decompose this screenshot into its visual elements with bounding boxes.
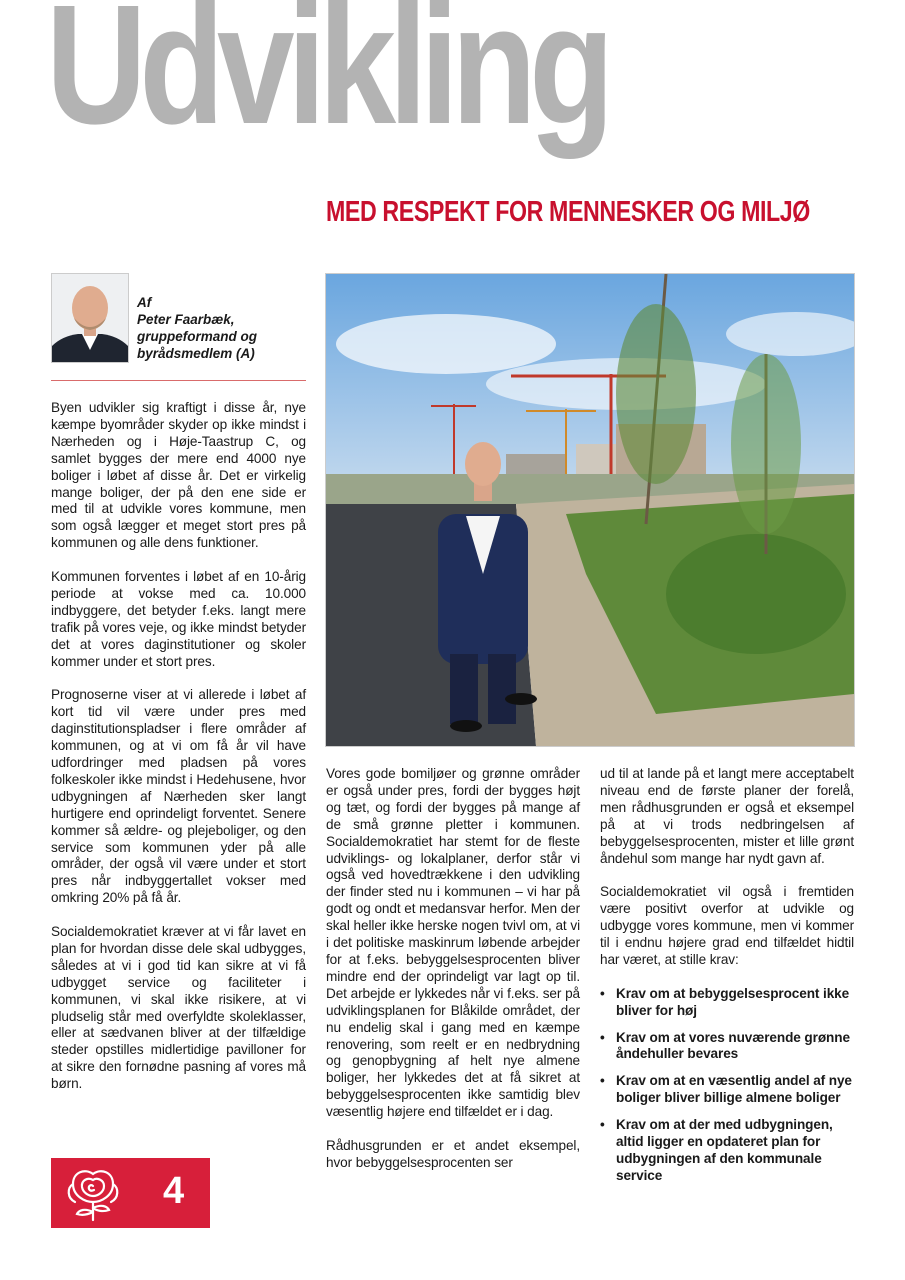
list-item: • Krav om at en væsentlig andel af nye boliger bliver billige almene boliger bbox=[600, 1073, 854, 1107]
page-subtitle: MED RESPEKT FOR MENNESKER OG MILJØ bbox=[326, 196, 810, 228]
list-item: • Krav om at bebyggelsesprocent ikke bliver for høj bbox=[600, 986, 854, 1020]
demands-list bbox=[600, 986, 854, 1185]
article-column-1 bbox=[51, 400, 306, 1110]
paragraph: Vores gode bomiljøer og grønne områder er også under pres, fordi der bygges højt og tæt, og fordi der bygges på mange af de små grønne pletter i kommunen. Socialdemokratiet har stemt for de fleste udviklings- og lokalplaner, derfor står vi også ved hovedtrækkene i den udvikling der finder sted nu i kommunen – vi har på godt og ondt et medansvar herfor. Men der skal heller ikke herske nogen tvivl om, at vi i det politiske maskinrum løbende arbejder for at f.eks. bebyggelsesprocenten bliver mindre end der oprindeligt var lagt op til. Det arbejde er lykkedes når vi f.eks. ser på udviklingsplanen for Blåkilde området, der nu endelig skal i gang med en kæmpe renovering, som reelt er en nedbrydning og genopbygning af helt nye almene boliger, her lykkedes det at få sikret at bebyggelsesprocenten ikke samtidig blev væsentlig højere end tilfældet er i dag. bbox=[326, 766, 580, 1120]
article-photo bbox=[325, 273, 855, 747]
paragraph: ud til at lande på et langt mere acceptabelt niveau end de første planer der forelå, men rådhusgrunden er også et eksempel på at vi trods nedbringelsen af bebyggelsesprocenten, mister et lille grønt åndehul som mange har nydt gavn af. bbox=[600, 766, 854, 866]
page-number-badge bbox=[51, 1158, 210, 1228]
paragraph: Rådhusgrunden er et andet eksempel, hvor bebyggelsesprocenten ser bbox=[326, 1137, 580, 1170]
page-title: Udvikling bbox=[46, 0, 607, 160]
article-column-3 bbox=[600, 766, 854, 1195]
paragraph: Socialdemokratiet vil også i fremtiden være positivt overfor at udvikle og udbygge vores kommune, men vi kommer til i endnu højere grad end tilfældet hidtil har været, at stille krav: bbox=[600, 884, 854, 967]
list-item: • Krav om at der med udbygningen, altid ligger en opdateret plan for udbygningen af den kommunale service bbox=[600, 1117, 854, 1185]
rose-icon bbox=[61, 1162, 125, 1229]
author-role-1: gruppeformand og bbox=[137, 329, 257, 344]
paragraph: Socialdemokratiet kræver at vi får lavet en plan for hvordan disse dele skal udbygges, således at vi i god tid kan sikre at vi få udbygget service og faciliteter i kommunen, vi skal ikke risikere, at vi pludselig står med overfyldte skoleklasser, eller at sædvanen bliver at der tilfældige steder opstilles midlertidige pavilloner for at sikre den fornødne pasning af vores må børn. bbox=[51, 924, 306, 1092]
byline-prefix: Af bbox=[137, 295, 152, 310]
author-name: Peter Faarbæk, bbox=[137, 312, 235, 327]
author-role-2: byrådsmedlem (A) bbox=[137, 346, 255, 361]
paragraph: Kommunen forventes i løbet af en 10-årig periode at vokse med ca. 10.000 indbyggere, det betyder f.eks. langt mere trafik på vores veje, og ikke mindst betyder det at vores daginstitutioner og skoler kommer under et stort pres. bbox=[51, 569, 306, 669]
byline-divider bbox=[51, 380, 306, 381]
author-byline bbox=[137, 294, 312, 362]
author-portrait bbox=[51, 273, 129, 363]
page-number: 4 bbox=[163, 1170, 185, 1212]
paragraph: Prognoserne viser at vi allerede i løbet af kort tid vil være under pres med daginstitutionspladser i flere områder af kommunen, og at vi om få år vil have udfordringer med pladsen på vores folkeskoler ikke mindst i Hedehusene, hvor udbygningen af Nærheden sker langt hurtigere end oprindeligt forventet. Senere kommer så ældre- og plejeboliger, og den service som kommunen yder på alle områder, der også vil være under et stort pres når indbyggertallet vokser med omkring 20% på få år. bbox=[51, 687, 306, 906]
list-item: • Krav om at vores nuværende grønne åndehuller bevares bbox=[600, 1030, 854, 1064]
paragraph: Byen udvikler sig kraftigt i disse år, nye kæmpe byområder skyder op ikke mindst i Nærheden og i Høje-Taastrup C, og samlet bygges der mere end 4000 nye boliger i løbet af disse år. Det er virkelig mange boliger, der på den ene side er med til at udvikle vores kommune, men som også lægger et meget stort pres på kommunen og alle dens funktioner. bbox=[51, 400, 306, 551]
article-column-2 bbox=[326, 766, 580, 1189]
